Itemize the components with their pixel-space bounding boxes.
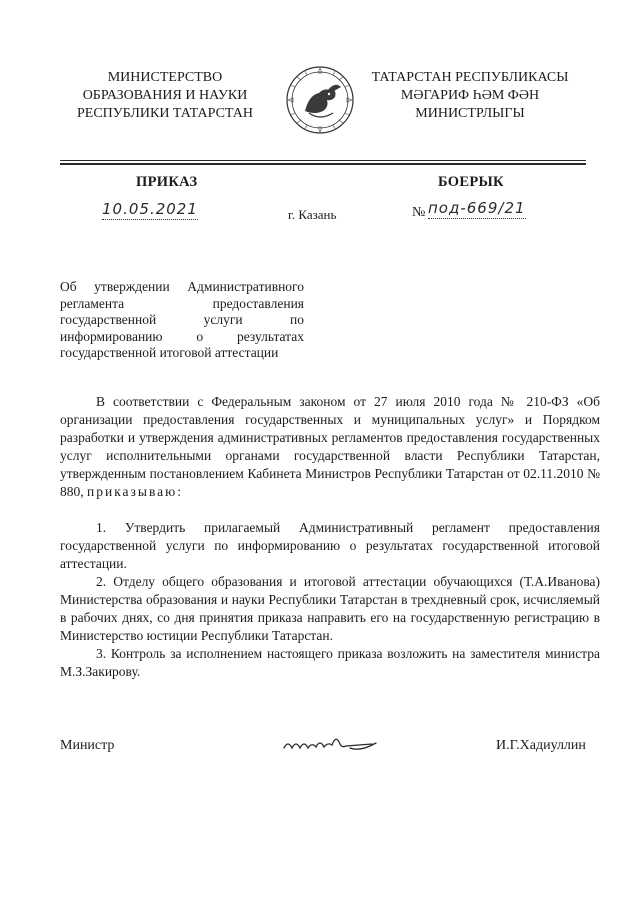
subject-line: Об утверждении Административного <box>60 279 304 294</box>
signer-name: И.Г.Хадиуллин <box>496 738 586 753</box>
subject-line: государственной услуги по <box>60 312 304 327</box>
order-number-label: № <box>412 205 426 220</box>
ministry-name-line: МИНИСТЕРСТВО <box>107 70 223 85</box>
signer-position: Министр <box>60 738 115 753</box>
subject-line: государственной итоговой аттестации <box>60 345 279 360</box>
tatarstan-coat-of-arms-icon <box>285 65 355 135</box>
order-item: 3. Контроль за исполнением настоящего приказа возложить на заместителя министра М.З.Закирову. <box>60 646 600 679</box>
ministry-name-line: РЕСПУБЛИКИ ТАТАРСТАН <box>76 106 253 121</box>
header-divider <box>60 163 586 165</box>
order-subject <box>60 279 304 362</box>
order-number-handwritten: под-669/21 <box>428 199 526 217</box>
preamble-text: В соответствии с Федеральным законом от 27 июля 2010 года № 210-ФЗ «Об организации предоставления государственных и муниципальных услуг» и Порядком разработки и утверждения административных регламентов предоставления государственных услуг исполнительными органами государственной власти Республики Татарстан, утвержденным постановлением Кабинета Министров Республики Татарстан от 02.11.2010 № 880, <box>60 394 600 499</box>
ministry-name-line: ТАТАРСТАН РЕСПУБЛИКАСЫ <box>371 70 569 85</box>
ministry-name-line: ОБРАЗОВАНИЯ И НАУКИ <box>82 88 248 103</box>
order-item: 1. Утвердить прилагаемый Административный регламент предоставления государственной услуги по информированию о результатах государственной итоговой аттестации. <box>60 520 600 571</box>
subject-line: информированию о результатах <box>60 328 304 344</box>
ministry-name-line: МӘГАРИФ ҺӘМ ФӘН <box>400 88 540 103</box>
handwritten-signature <box>280 730 380 758</box>
order-word: приказываю: <box>87 484 183 499</box>
header-divider <box>60 160 586 161</box>
ministry-name-line: МИНИСТРЛЫГЫ <box>415 106 525 121</box>
preamble-paragraph <box>60 393 600 501</box>
order-city: г. Казань <box>288 207 337 222</box>
subject-line: регламента предоставления <box>60 295 304 311</box>
ministry-name-russian <box>65 69 265 123</box>
order-date-handwritten: 10.05.2021 <box>102 200 198 218</box>
order-item: 2. Отделу общего образования и итоговой аттестации обучающихся (Т.А.Иванова) Министерства образования и науки Республики Татарстан в трехдневный срок, исчисляемый в рабочих днях, со дня принятия приказа направить его на государственную регистрацию в Министерство юстиции Республики Татарстан. <box>60 574 600 643</box>
ministry-name-tatar <box>370 69 570 123</box>
order-title-russian: ПРИКАЗ <box>136 174 198 190</box>
order-title-tatar: БОЕРЫК <box>438 174 504 190</box>
order-body <box>60 393 600 681</box>
